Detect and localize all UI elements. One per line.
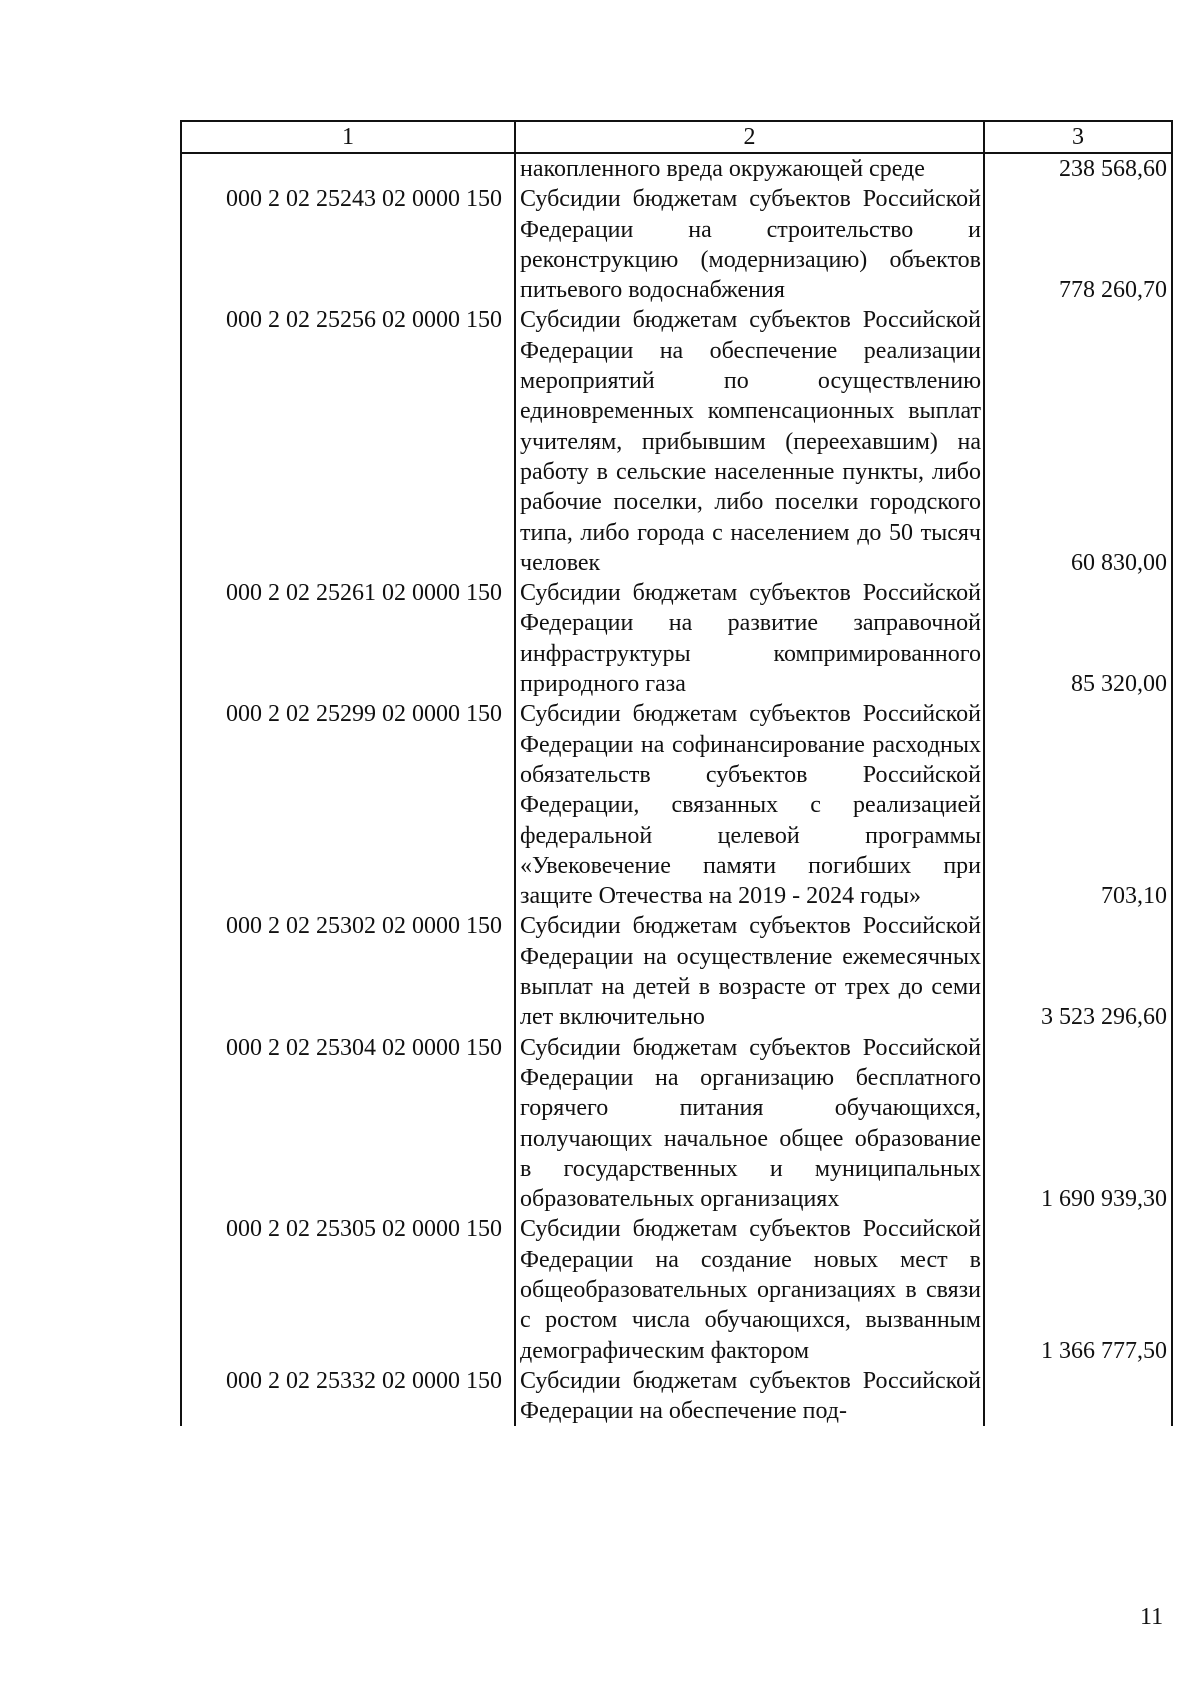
row-text: Субсидии бюджетам субъектов Российской Федерации на развитие заправочной инфраструктуры компримированного природного газа xyxy=(515,578,984,699)
row-text: Субсидии бюджетам субъектов Российской Федерации на обеспечение реализации мероприятий по осуществлению единовременных компенсационных выплат учителям, прибывшим (переехавшим) на работу в сельские населенные пункты, либо рабочие поселки, либо поселки городского типа, либо города с населением до 50 тысяч человек xyxy=(515,305,984,578)
row-code: 000 2 02 25332 02 0000 150 xyxy=(181,1366,515,1427)
row-text: накопленного вреда окружающей среде xyxy=(515,153,984,184)
budget-table xyxy=(180,120,1173,1426)
table-row xyxy=(181,153,1172,184)
row-code: 000 2 02 25261 02 0000 150 xyxy=(181,578,515,699)
row-text: Субсидии бюджетам субъектов Российской Федерации на строительство и реконструкцию (модернизацию) объектов питьевого водоснабжения xyxy=(515,184,984,305)
table-header-row xyxy=(181,121,1172,153)
row-amount xyxy=(984,1366,1172,1427)
row-text: Субсидии бюджетам субъектов Российской Федерации на обеспечение под- xyxy=(515,1366,984,1427)
table-row xyxy=(181,911,1172,1032)
row-text: Субсидии бюджетам субъектов Российской Федерации на организацию бесплатного горячего питания обучающихся, получающих начальное общее образование в государственных и муниципальных образовательных организациях xyxy=(515,1033,984,1215)
row-amount: 1 690 939,30 xyxy=(984,1033,1172,1215)
row-code xyxy=(181,153,515,184)
table-row xyxy=(181,1214,1172,1365)
row-code: 000 2 02 25304 02 0000 150 xyxy=(181,1033,515,1215)
column-header-2: 2 xyxy=(515,121,984,153)
row-text: Субсидии бюджетам субъектов Российской Федерации на создание новых мест в общеобразовательных организациях в связи с ростом числа обучающихся, вызванным демографическим фактором xyxy=(515,1214,984,1365)
table-row xyxy=(181,1366,1172,1427)
column-header-1: 1 xyxy=(181,121,515,153)
table-row xyxy=(181,305,1172,578)
table-row xyxy=(181,1033,1172,1215)
table-row xyxy=(181,184,1172,305)
row-code: 000 2 02 25305 02 0000 150 xyxy=(181,1214,515,1365)
row-code: 000 2 02 25302 02 0000 150 xyxy=(181,911,515,1032)
row-amount: 703,10 xyxy=(984,699,1172,911)
row-amount: 3 523 296,60 xyxy=(984,911,1172,1032)
page-number: 11 xyxy=(1140,1604,1164,1630)
row-text: Субсидии бюджетам субъектов Российской Федерации на софинансирование расходных обязательств субъектов Российской Федерации, связанных с реализацией федеральной целевой программы «Увековечение памяти погибших при защите Отечества на 2019 - 2024 годы» xyxy=(515,699,984,911)
table-row xyxy=(181,699,1172,911)
row-amount: 778 260,70 xyxy=(984,184,1172,305)
row-code: 000 2 02 25243 02 0000 150 xyxy=(181,184,515,305)
row-text: Субсидии бюджетам субъектов Российской Федерации на осуществление ежемесячных выплат на детей в возрасте от трех до семи лет включительно xyxy=(515,911,984,1032)
row-amount: 85 320,00 xyxy=(984,578,1172,699)
row-code: 000 2 02 25256 02 0000 150 xyxy=(181,305,515,578)
row-amount: 238 568,60 xyxy=(984,153,1172,184)
table-row xyxy=(181,578,1172,699)
column-header-3: 3 xyxy=(984,121,1172,153)
row-amount: 1 366 777,50 xyxy=(984,1214,1172,1365)
row-amount: 60 830,00 xyxy=(984,305,1172,578)
row-code: 000 2 02 25299 02 0000 150 xyxy=(181,699,515,911)
